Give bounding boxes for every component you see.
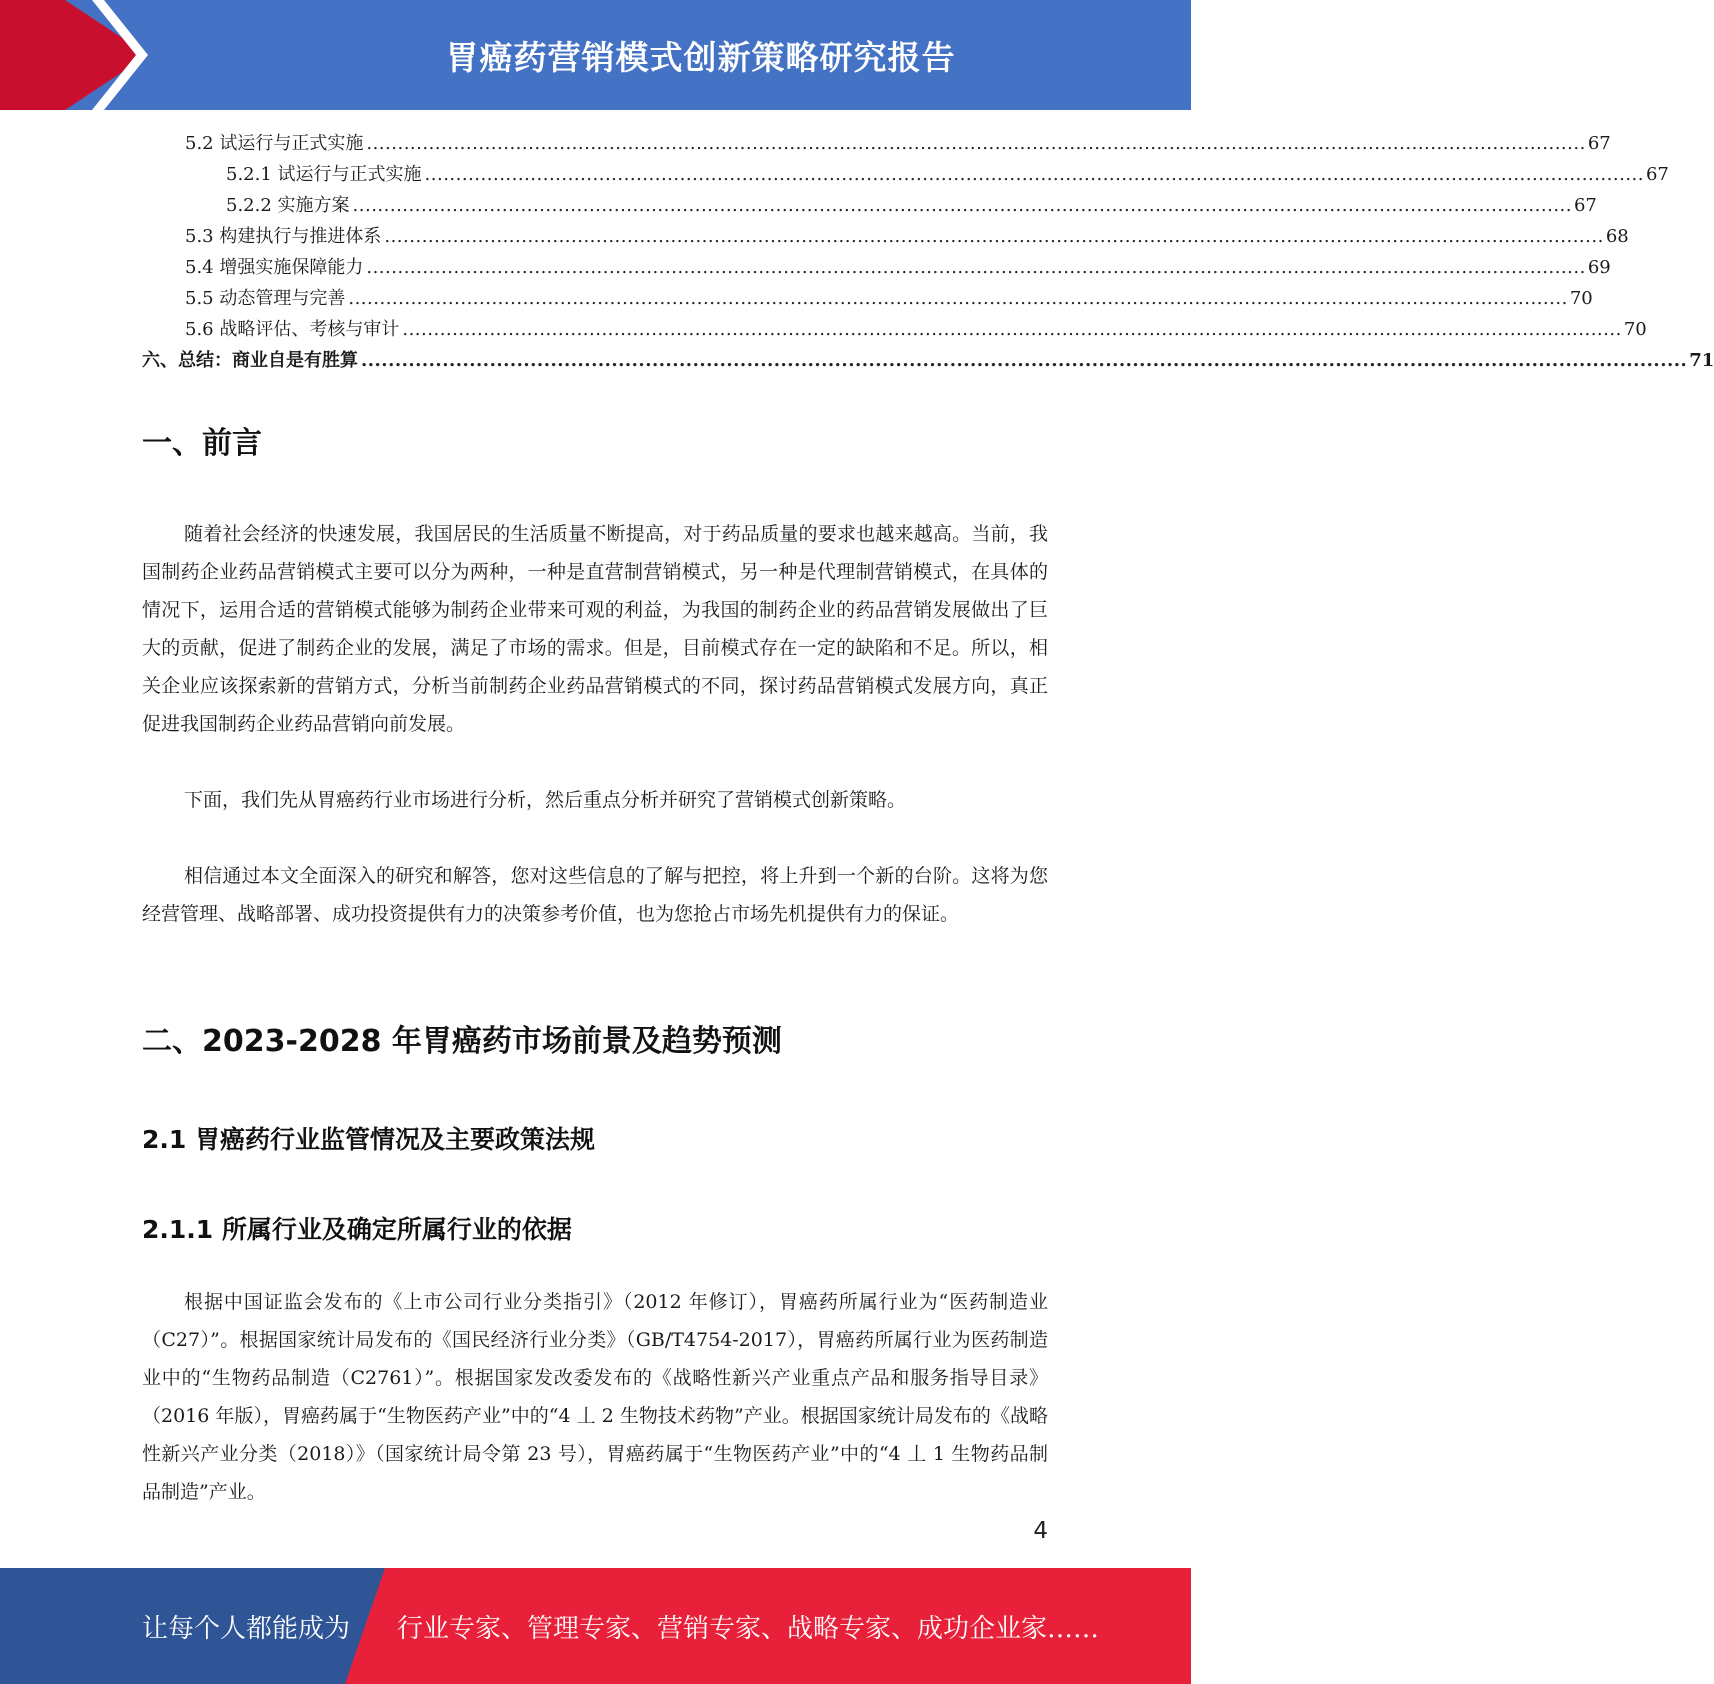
toc-leader-dots: .................................................................................................................................................................................................... bbox=[384, 226, 1604, 247]
toc-leader-dots: .................................................................................................................................................................................................... bbox=[352, 195, 1572, 216]
header-band bbox=[0, 0, 1191, 110]
toc-entry-label: 5.6 战略评估、考核与审计 bbox=[185, 319, 400, 340]
toc-entry-label: 5.5 动态管理与完善 bbox=[185, 288, 346, 309]
toc-leader-dots: .................................................................................................................................................................................................... bbox=[348, 288, 1568, 309]
toc-leader-dots: .................................................................................................................................................................................................... bbox=[402, 319, 1622, 340]
toc-entry[interactable] bbox=[142, 159, 1669, 190]
section-1-paragraph-3: 相信通过本文全面深入的研究和解答，您对这些信息的了解与把控，将上升到一个新的台阶。这将为您经营管理、战略部署、成功投资提供有力的决策参考价值，也为您抢占市场先机提供有力的保证。 bbox=[142, 865, 1048, 925]
section-2-heading: 二、2023-2028 年胃癌药市场前景及趋势预测 bbox=[142, 1024, 782, 1059]
toc-entry[interactable] bbox=[142, 314, 1647, 345]
toc-entry-label: 5.2.2 实施方案 bbox=[226, 195, 350, 216]
toc-entry[interactable] bbox=[142, 190, 1597, 221]
toc-entry[interactable] bbox=[142, 128, 1611, 159]
toc-entry-page: 67 bbox=[1645, 164, 1669, 185]
report-title: 胃癌药营销模式创新策略研究报告 bbox=[445, 37, 956, 77]
toc-entry-label: 5.2.1 试运行与正式实施 bbox=[226, 164, 422, 185]
toc-entry[interactable] bbox=[142, 252, 1611, 283]
toc-entry-label: 5.4 增强实施保障能力 bbox=[185, 257, 364, 278]
footer-band bbox=[0, 1568, 1191, 1684]
toc-entry-page: 69 bbox=[1587, 257, 1611, 278]
section-1-heading: 一、前言 bbox=[142, 426, 262, 461]
toc-entry[interactable] bbox=[142, 345, 1714, 376]
toc-entry-label: 5.2 试运行与正式实施 bbox=[185, 133, 364, 154]
section-2-1-1-heading: 2.1.1 所属行业及确定所属行业的依据 bbox=[142, 1215, 572, 1244]
section-2-1-heading: 2.1 胃癌药行业监管情况及主要政策法规 bbox=[142, 1125, 595, 1154]
toc-entry-label: 5.3 构建执行与推进体系 bbox=[185, 226, 382, 247]
toc-leader-dots: .................................................................................................................................................................................................... bbox=[366, 257, 1586, 278]
toc-entry-page: 68 bbox=[1605, 226, 1629, 247]
toc-entry-page: 67 bbox=[1587, 133, 1611, 154]
table-of-contents bbox=[142, 128, 1714, 376]
footer-slogan-left: 让每个人都能成为 bbox=[142, 1613, 351, 1644]
footer-slogan-right: 行业专家、管理专家、营销专家、战略专家、成功企业家…… bbox=[397, 1613, 1100, 1644]
section-1-paragraph-1: 随着社会经济的快速发展，我国居民的生活质量不断提高，对于药品质量的要求也越来越高。当前，我国制药企业药品营销模式主要可以分为两种，一种是直营制营销模式，另一种是代理制营销模式，在具体的情况下，运用合适的营销模式能够为制药企业带来可观的利益，为我国的制药企业的药品营销发展做出了巨大的贡献，促进了制药企业的发展，满足了市场的需求。但是，目前模式存在一定的缺陷和不足。所以，相关企业应该探索新的营销方式，分析当前制药企业药品营销模式的不同，探讨药品营销模式发展方向，真正促进我国制药企业药品营销向前发展。 bbox=[142, 523, 1048, 735]
toc-entry-page: 70 bbox=[1623, 319, 1647, 340]
toc-entry[interactable] bbox=[142, 221, 1629, 252]
toc-leader-dots: .................................................................................................................................................................................................... bbox=[366, 133, 1586, 154]
toc-entry[interactable] bbox=[142, 283, 1593, 314]
toc-entry-page: 70 bbox=[1569, 288, 1593, 309]
toc-entry-page: 67 bbox=[1573, 195, 1597, 216]
toc-leader-dots: .................................................................................................................................................................................................... bbox=[361, 350, 1688, 371]
toc-entry-page: 71 bbox=[1689, 350, 1714, 371]
page-number: 4 bbox=[1033, 1518, 1048, 1544]
toc-leader-dots: .................................................................................................................................................................................................... bbox=[424, 164, 1644, 185]
section-1-paragraph-2: 下面，我们先从胃癌药行业市场进行分析，然后重点分析并研究了营销模式创新策略。 bbox=[184, 789, 907, 811]
section-2-1-1-paragraph: 根据中国证监会发布的《上市公司行业分类指引》（2012 年修订），胃癌药所属行业为“医药制造业（C27）”。根据国家统计局发布的《国民经济行业分类》（GB/T4754-2017），胃癌药所属行业为医药制造业中的“生物药品制造（C2761）”。根据国家发改委发布的《战略性新兴产业重点产品和服务指导目录》（2016 年版），胃癌药属于“生物医药产业”中的“4 丄 2 生物技术药物”产业。根据国家统计局发布的《战略性新兴产业分类（2018）》（国家统计局令第 23 号），胃癌药属于“生物医药产业”中的“4 丄 1 生物药品制品制造”产业。 bbox=[142, 1291, 1048, 1503]
toc-entry-label: 六、总结：商业自是有胜算 bbox=[142, 350, 358, 371]
